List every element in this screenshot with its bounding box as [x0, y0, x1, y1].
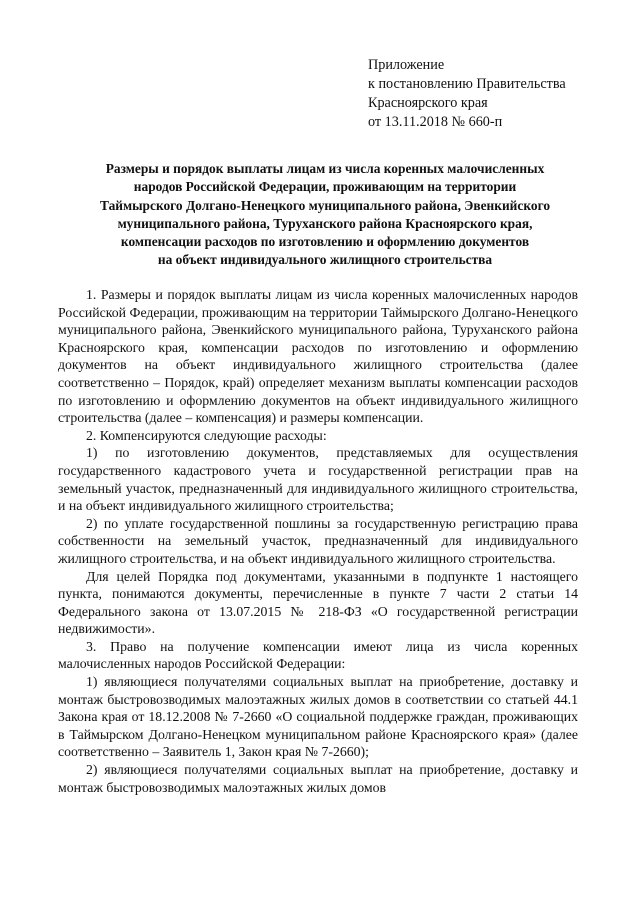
document-body: [58, 286, 578, 796]
title-line: Размеры и порядок выплаты лицам из числа коренных малочисленных: [105, 161, 545, 176]
paragraph-2-item-2: 2) по уплате государственной пошлины за государственную регистрацию права собственности на земельный участок, предназначенный для индивидуального жилищного строительства, и на объект индивидуального жилищного строительства.: [58, 515, 578, 566]
paragraph-1-scope: 1. Размеры и порядок выплаты лицам из числа коренных малочисленных народов Российской Федерации, проживающим на территории Таймырского Долгано-Ненецкого муниципального района, Эвенкийского муниципального района, Туруханского района Красноярского края, компенсации расходов по изготовлению и оформлению документов на объект индивидуального жилищного строительства (далее соответственно – Порядок, край) определяет механизм выплаты компенсации расходов по изготовлению и оформлению документов на объект индивидуального жилищного строительства (далее – компенсация) и размеры компенсации.: [58, 287, 578, 426]
appendix-date-number: от 13.11.2018 № 660-п: [368, 114, 503, 130]
paragraph-3-item-2: 2) являющиеся получателями социальных выплат на приобретение, доставку и монтаж быстровозводимых малоэтажных жилых домов: [58, 762, 578, 795]
appendix-region: Красноярского края: [368, 95, 488, 111]
paragraph-2-item-1: 1) по изготовлению документов, представляемых для осуществления государственного кадастрового учета и государственной регистрации прав на земельный участок, предназначенный для индивидуального жилищного строительства, и на объект индивидуального жилищного строительства;: [58, 445, 578, 514]
title-line: компенсации расходов по изготовлению и оформлению документов: [120, 234, 530, 250]
paragraph-2-definition: Для целей Порядка под документами, указанными в подпункте 1 настоящего пункта, понимаются документы, перечисленные в пункте 7 части 2 статьи 14 Федерального закона от 13.07.2015 № 218-ФЗ «О государственной регистрации недвижимости».: [58, 568, 578, 637]
paragraph-3-item-1: 1) являющиеся получателями социальных выплат на приобретение, доставку и монтаж быстровозводимых малоэтажных жилых домов в соответствии со статьей 44.1 Закона края от 18.12.2008 № 7-2660 «О социальной поддержке граждан, проживающих в Таймырском Долгано-Ненецком муниципальном районе Красноярского края» (далее соответственно – Заявитель 1, Закон края № 7-2660);: [58, 674, 578, 760]
title-line: муниципального района, Туруханского района Красноярского края,: [117, 215, 533, 231]
title-line: народов Российской Федерации, проживающим на территории: [133, 179, 517, 195]
paragraph-2-heading: 2. Компенсируются следующие расходы:: [86, 427, 327, 443]
appendix-decree-ref: к постановлению Правительства: [368, 76, 566, 92]
paragraph-3-heading: 3. Право на получение компенсации имеют лица из числа коренных малочисленных народов Российской Федерации:: [58, 638, 578, 672]
document-title: [60, 160, 590, 270]
title-line: Таймырского Долгано-Ненецкого муниципального района, Эвенкийского: [99, 197, 551, 213]
appendix-header: [368, 56, 566, 132]
title-line: на объект индивидуального жилищного строительства: [157, 252, 493, 268]
appendix-label: Приложение: [368, 57, 445, 73]
